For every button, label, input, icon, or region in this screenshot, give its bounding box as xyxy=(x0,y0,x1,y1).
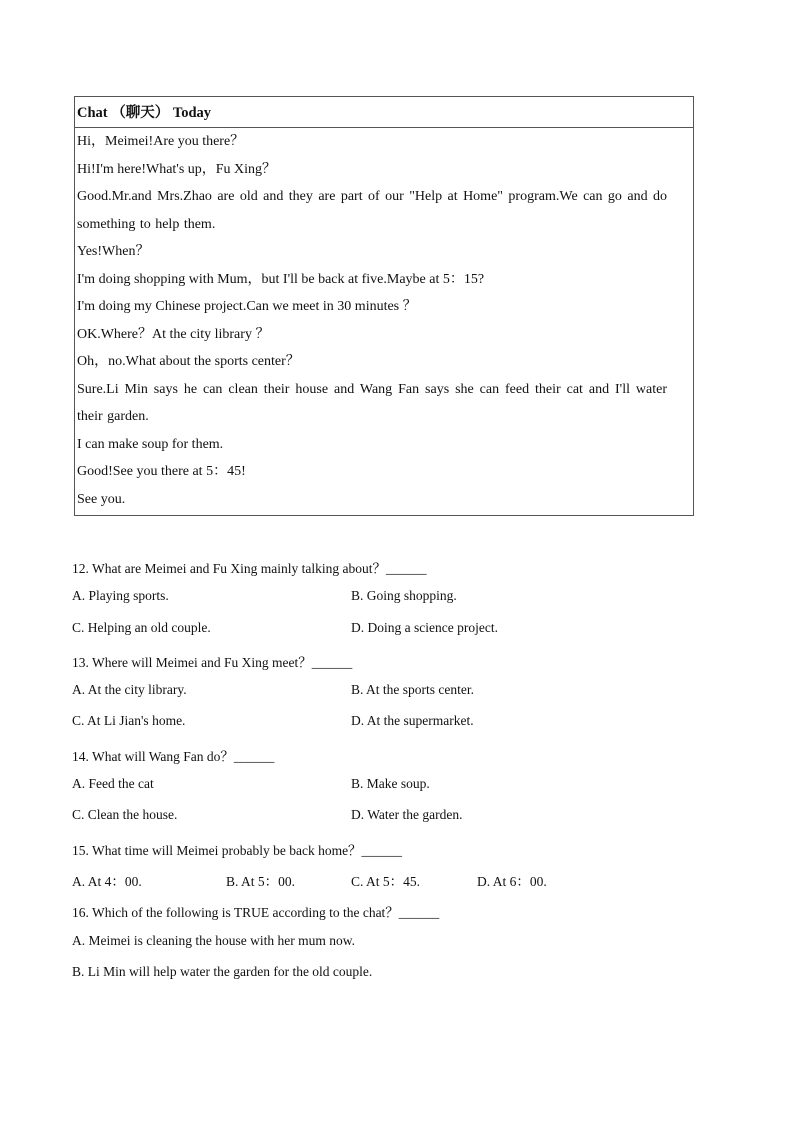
chat-line: OK.Where？At the city library ？ xyxy=(77,326,270,342)
questions-section xyxy=(72,553,732,991)
options-row xyxy=(72,803,732,834)
option-a[interactable]: A. Playing sports. xyxy=(72,588,169,604)
chat-line: I'm doing my Chinese project.Can we meet in 30 minutes ？ xyxy=(77,299,417,314)
options-row xyxy=(72,709,732,740)
chat-line: Hi，Meimei!Are you there？ xyxy=(77,134,245,149)
option-b[interactable]: B. Going shopping. xyxy=(351,588,457,604)
question-16 xyxy=(72,897,732,928)
chat-box xyxy=(74,96,694,516)
options-row xyxy=(72,616,732,647)
question-stem: 13. Where will Meimei and Fu Xing meet？______ xyxy=(72,654,353,670)
option-c[interactable]: C. At Li Jian's home. xyxy=(72,713,186,729)
option-a[interactable]: A. At 4：00. xyxy=(72,873,142,889)
option-d[interactable]: D. At the supermarket. xyxy=(351,713,474,729)
chat-transcript xyxy=(75,128,693,513)
question-stem: 12. What are Meimei and Fu Xing mainly talking about？______ xyxy=(72,561,427,576)
option-d[interactable]: D. Water the garden. xyxy=(351,807,463,823)
options-row xyxy=(72,678,732,709)
question-14 xyxy=(72,741,732,772)
option-c[interactable]: C. At 5：45. xyxy=(351,873,421,889)
question-13 xyxy=(72,647,732,678)
question-stem: 16. Which of the following is TRUE according to the chat？______ xyxy=(72,905,440,921)
option-b[interactable]: B. Li Min will help water the garden for the old couple. xyxy=(72,963,373,979)
question-15 xyxy=(72,835,732,866)
option-b[interactable]: B. At the sports center. xyxy=(351,682,474,698)
chat-line: Oh，no.What about the sports center？ xyxy=(77,354,300,369)
chat-line: Yes!When？ xyxy=(77,244,150,259)
chat-line: Good.Mr.and Mrs.Zhao are old and they are part of our "Help at Home" program.We can go and do something to help them. xyxy=(77,189,667,232)
option-b[interactable]: B. At 5：00. xyxy=(226,873,296,889)
chat-line: Good!See you there at 5：45! xyxy=(77,464,246,479)
options-row xyxy=(72,866,732,897)
chat-line: I'm doing shopping with Mum，but I'll be back at five.Maybe at 5：15? xyxy=(77,271,485,287)
option-c[interactable]: C. Clean the house. xyxy=(72,807,178,823)
option-a[interactable]: A. Meimei is cleaning the house with her mum now. xyxy=(72,932,355,948)
options-row xyxy=(72,929,732,960)
option-b[interactable]: B. Make soup. xyxy=(351,776,430,792)
chat-line: Hi!I'm here!What's up，Fu Xing？ xyxy=(77,161,277,177)
options-row xyxy=(72,584,732,615)
option-a[interactable]: A. Feed the cat xyxy=(72,776,154,792)
option-a[interactable]: A. At the city library. xyxy=(72,682,187,698)
chat-title: Chat （聊天） Today xyxy=(75,97,693,128)
question-stem: 14. What will Wang Fan do？______ xyxy=(72,748,275,764)
option-c[interactable]: C. Helping an old couple. xyxy=(72,619,211,635)
question-12 xyxy=(72,553,732,584)
question-stem: 15. What time will Meimei probably be back home？______ xyxy=(72,842,403,858)
chat-line: Sure.Li Min says he can clean their house and Wang Fan says she can feed their cat and I'll water their garden. xyxy=(77,381,667,424)
option-d[interactable]: D. Doing a science project. xyxy=(351,619,498,635)
chat-line: I can make soup for them. xyxy=(77,436,224,452)
options-row xyxy=(72,772,732,803)
options-row xyxy=(72,960,732,991)
chat-line: See you. xyxy=(77,491,126,507)
option-d[interactable]: D. At 6：00. xyxy=(477,873,547,889)
